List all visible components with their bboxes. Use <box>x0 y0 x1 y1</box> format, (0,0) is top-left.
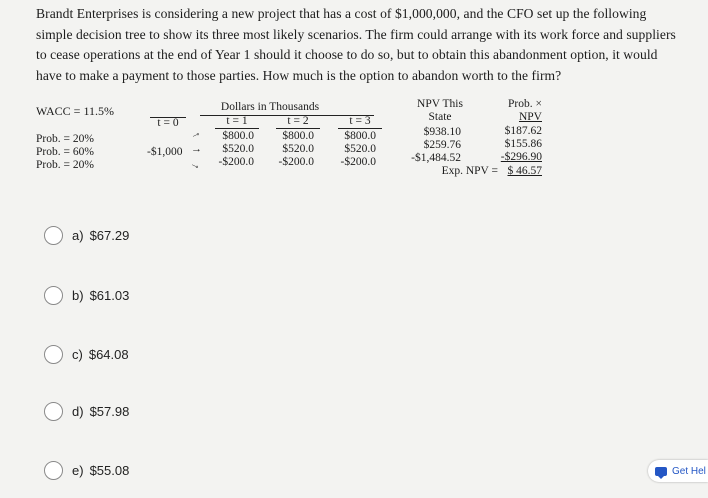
radio-circle-icon[interactable] <box>44 345 63 364</box>
npv-state-1: $938.10 <box>423 126 461 138</box>
header-dollars: Dollars in Thousands <box>220 101 320 113</box>
t2-val-2: $520.0 <box>282 143 314 155</box>
chat-bubble-icon <box>655 467 667 476</box>
radio-circle-icon[interactable] <box>44 402 63 421</box>
t1-val-1: $800.0 <box>222 130 254 142</box>
option-letter: d) <box>72 404 84 419</box>
radio-circle-icon[interactable] <box>44 286 63 305</box>
prob-npv-label-1: Prob. × <box>508 98 542 110</box>
option-value: $57.98 <box>89 404 130 419</box>
t0-label: t = 0 <box>157 117 179 129</box>
t2-val-1: $800.0 <box>282 130 314 142</box>
t2-line <box>276 128 320 129</box>
option-c[interactable] <box>44 345 129 364</box>
exp-npv-label: Exp. NPV = <box>441 165 498 177</box>
prob-npv-label-2: NPV <box>518 111 542 123</box>
npv-state-3: -$1,484.52 <box>411 152 461 164</box>
t1-line <box>215 128 259 129</box>
prob-row-3: Prob. = 20% <box>36 159 94 171</box>
t1-label: t = 1 <box>226 115 248 127</box>
get-help-label: Get Hel <box>672 465 706 477</box>
t3-val-2: $520.0 <box>344 143 376 155</box>
prob-x-npv-1: $187.62 <box>504 125 542 137</box>
option-letter: a) <box>72 228 84 243</box>
option-value: $64.08 <box>88 347 129 362</box>
t3-line <box>338 128 382 129</box>
prob-row-2: Prob. = 60% <box>36 146 94 158</box>
option-e[interactable] <box>44 461 129 480</box>
t1-val-2: $520.0 <box>222 143 254 155</box>
t2-label: t = 2 <box>287 115 309 127</box>
prob-row-1: Prob. = 20% <box>36 133 94 145</box>
prob-x-npv-3: -$296.90 <box>500 151 542 163</box>
option-value: $67.29 <box>89 228 130 243</box>
radio-circle-icon[interactable] <box>44 461 63 480</box>
prob-x-npv-2: $155.86 <box>504 138 542 150</box>
option-value: $61.03 <box>89 288 130 303</box>
t3-label: t = 3 <box>349 115 371 127</box>
option-d[interactable] <box>44 402 129 421</box>
t3-val-1: $800.0 <box>344 130 376 142</box>
radio-circle-icon[interactable] <box>44 226 63 245</box>
get-help-button[interactable] <box>648 460 708 482</box>
t3-val-3: -$200.0 <box>340 156 376 168</box>
initial-cost: -$1,000 <box>147 146 183 158</box>
npv-this-label-2: State <box>428 111 452 123</box>
npv-state-2: $259.76 <box>423 139 461 151</box>
option-b[interactable] <box>44 286 129 305</box>
arrow-up-icon: → <box>187 126 204 142</box>
option-value: $55.08 <box>89 463 130 478</box>
t2-val-3: -$200.0 <box>278 156 314 168</box>
question-text: Brandt Enterprises is considering a new project that has a cost of $1,000,000, and the CFO set up the following simple decision tree to show its three most likely scenarios. The firm could arrange with its work force and suppliers to cease operations at the end of Year 1 should it choose to do so, but to obtain this abandonment option, it would have to make a payment to those parties. How much is the option to abandon worth to the firm? <box>36 6 676 83</box>
wacc-label: WACC = 11.5% <box>36 104 114 118</box>
option-letter: b) <box>72 288 84 303</box>
exp-npv-value: $ 46.57 <box>507 165 542 177</box>
option-letter: e) <box>72 463 84 478</box>
option-a[interactable] <box>44 226 129 245</box>
arrow-down-icon: → <box>187 157 204 173</box>
arrow-right-icon: → <box>191 143 202 155</box>
option-letter: c) <box>72 347 83 362</box>
npv-this-label-1: NPV This <box>417 98 463 110</box>
t1-val-3: -$200.0 <box>218 156 254 168</box>
